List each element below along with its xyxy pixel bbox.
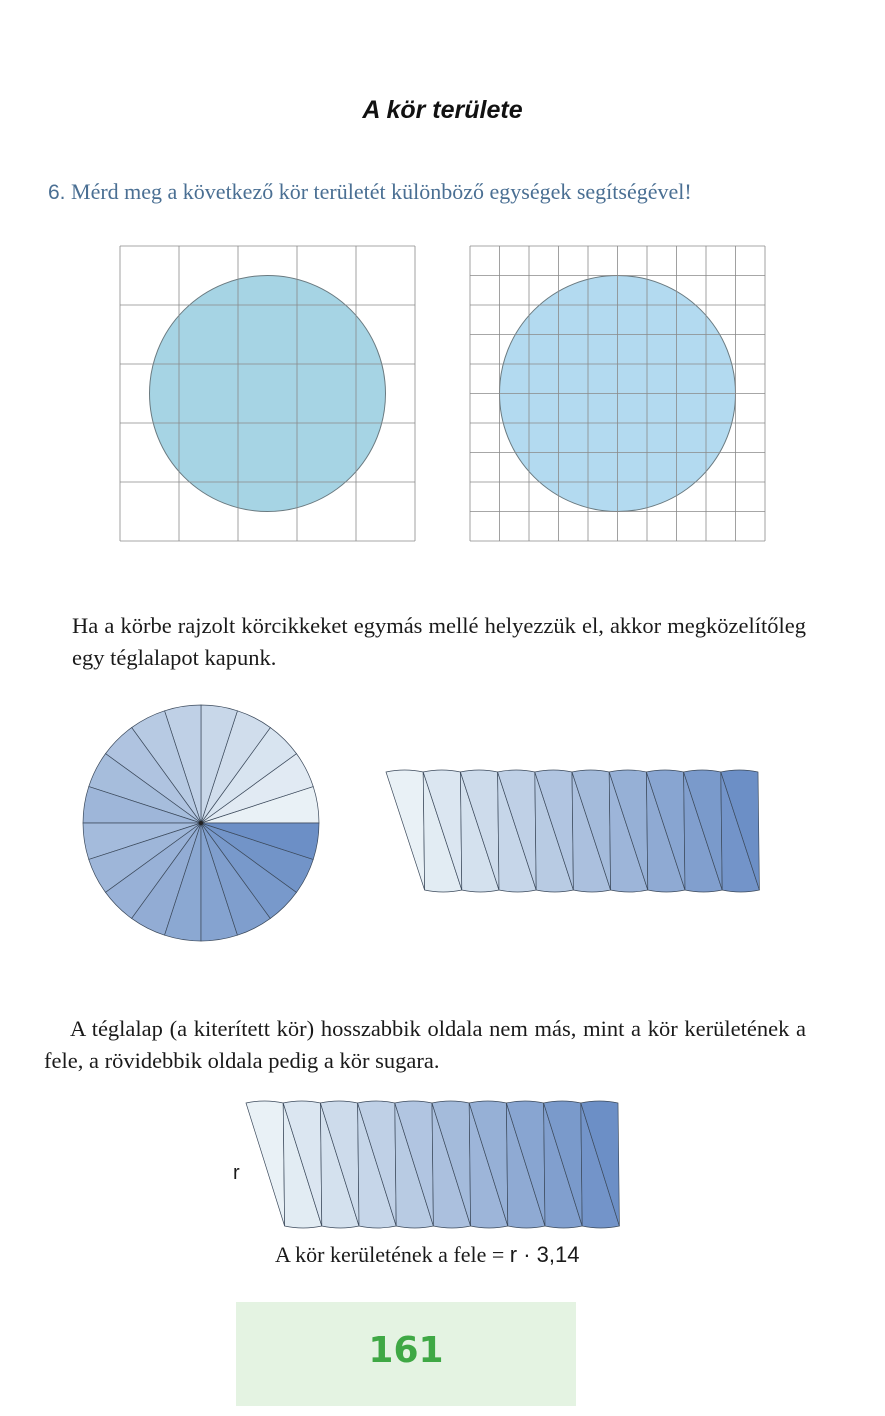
sector-circle <box>81 703 321 943</box>
formula-left: A kör kerületének a fele <box>275 1242 487 1267</box>
paragraph-sectors: Ha a körbe rajzolt körcikkeket egymás mellé helyezzük el, akkor megközelítőleg egy téglalapot kapunk. <box>72 613 806 670</box>
grid-circle-coarse <box>120 246 420 546</box>
paragraph-rectangle: A téglalap (a kiterített kör) hosszabbik oldala nem más, mint a kör kerületének a fele, a rövidebbik oldala pedig a kör sugara. <box>44 1016 806 1073</box>
inscribed-circle <box>150 276 386 512</box>
circle-center <box>199 821 203 825</box>
formula <box>275 1242 579 1268</box>
page-title: A kör területe <box>362 96 523 124</box>
grid-circle-fine <box>470 246 770 546</box>
task-number: 6. <box>48 181 66 204</box>
strip-sector <box>246 1101 285 1226</box>
strip-sector <box>386 770 425 890</box>
strip-rectangle-labeled <box>246 1099 646 1229</box>
radius-label: r <box>233 1162 240 1184</box>
task-instruction <box>48 179 692 205</box>
task-text: Mérd meg a következő kör területét különböző egységek segítségével! <box>71 179 692 204</box>
strip-rectangle <box>386 768 786 893</box>
formula-right: r · 3,14 <box>509 1242 580 1267</box>
formula-equals: = <box>491 1242 505 1267</box>
page-number: 161 <box>368 1330 444 1371</box>
